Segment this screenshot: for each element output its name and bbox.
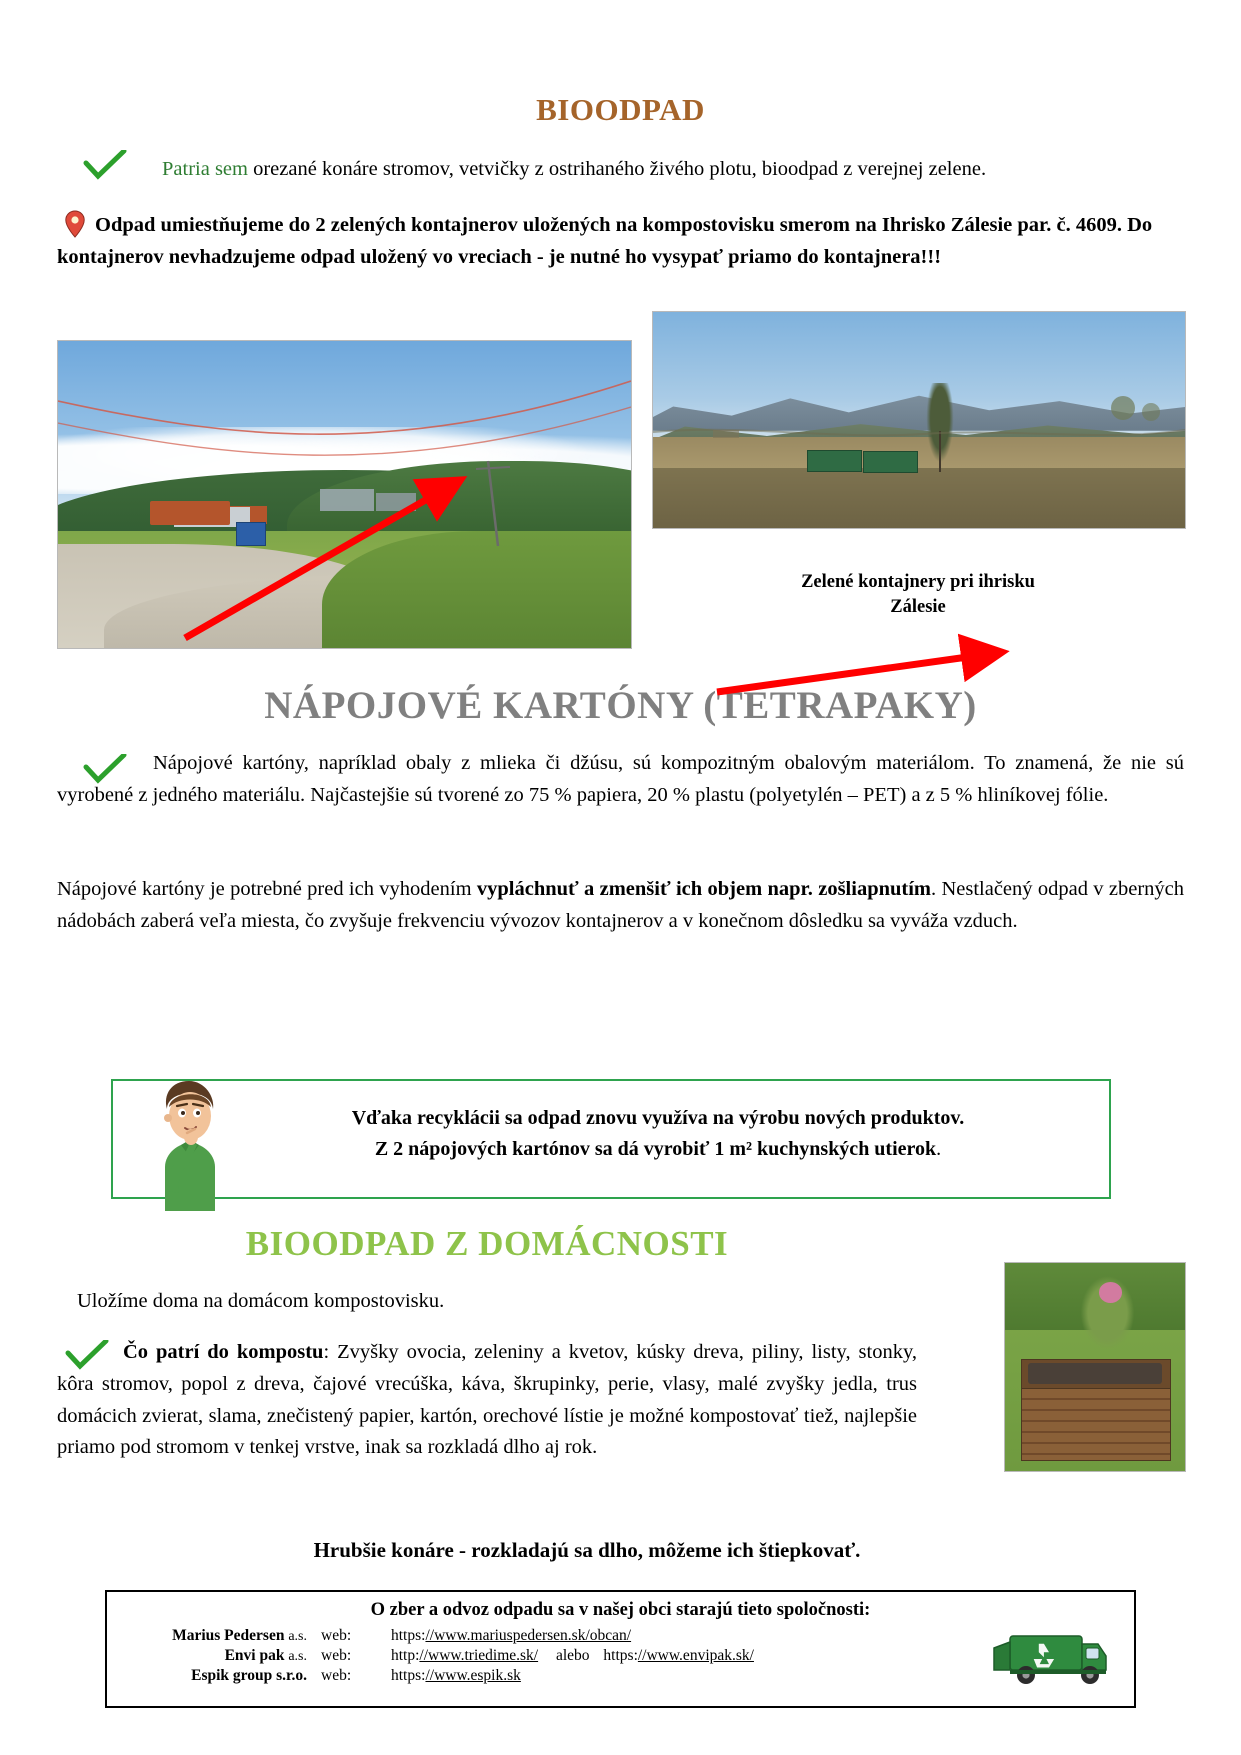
thinking-person-icon <box>139 1071 239 1211</box>
domacnost-list-rest: : Zvyšky ovocia, zeleniny a kvetov, kúsky dreva, piliny, listy, stonky, kôra stromov, popol z dreva, čajové vrecúška, káva, škrupinky, perie, vlasy, malé zvyšky jedla, trus domácich zvierat, slama, znečistený papier, kartón, orechové lístie je možné kompostovať tiež, najlepšie priamo pod stromom v tenkej vrstve, inak sa rozkladá dlho aj rok. <box>57 1341 918 1459</box>
bioodpad-intro-paragraph <box>57 154 1184 186</box>
photo-home-composter <box>1004 1262 1186 1472</box>
web-label: web: <box>321 1627 352 1644</box>
caption-line-2: Zálesie <box>890 596 946 617</box>
domacnost-paragraph-1 <box>57 1286 917 1318</box>
bioodpad-notice-text <box>57 210 1184 274</box>
domacnost-closing-line: Hrubšie konáre - rozkladajú sa dlho, môžeme ich štiepkovať. <box>313 1538 861 1562</box>
company-name <box>107 1627 321 1645</box>
caption-line-1: Zelené kontajnery pri ihrisku <box>801 572 1035 592</box>
company-url[interactable] <box>391 1647 754 1665</box>
url-link[interactable]: //www.triedime.sk/ <box>419 1647 539 1664</box>
url-prefix: http: <box>391 1647 420 1664</box>
photo-road-to-compost <box>57 340 632 649</box>
photo-green-containers <box>652 311 1186 529</box>
url-prefix-2: https: <box>603 1647 638 1664</box>
recycling-truck-icon <box>980 1618 1112 1692</box>
company-name <box>107 1647 321 1665</box>
tetrapaky-paragraph-2 <box>57 874 1184 938</box>
company-name <box>107 1667 321 1685</box>
domacnost-para1-block <box>57 1286 917 1318</box>
check-mark-icon <box>65 1340 109 1370</box>
company-name-value: Espik group s.r.o. <box>191 1667 307 1684</box>
domacnost-compost-list <box>57 1337 917 1464</box>
tetrapaky-para1-block <box>57 748 1184 812</box>
footer-companies-box <box>105 1590 1136 1708</box>
tip-line-2-bold: Z 2 nápojových kartónov sa dá vyrobiť 1 m² kuchynských utierok <box>374 1138 937 1160</box>
domacnost-list-lead: Čo patrí do kompostu <box>123 1341 324 1363</box>
domacnost-paragraph-1-value: Uložíme doma na domácom kompostovisku. <box>77 1290 445 1312</box>
page-title-tetrapaky: NÁPOJOVÉ KARTÓNY (TETRAPAKY) <box>264 684 977 727</box>
check-mark-icon <box>83 150 127 180</box>
bioodpad-notice-block <box>57 210 1184 274</box>
web-label: web: <box>321 1667 352 1684</box>
tip-line-2 <box>233 1134 1083 1165</box>
web-label: web: <box>321 1647 352 1664</box>
tetrapaky-paragraph-1-value: Nápojové kartóny, napríklad obaly z mlieka či džúsu, sú kompozitným obalovým materiálom. To znamená, že nie sú vyrobené z jedného materiálu. Najčastejšie sú tvorené zo 75 % papiera, 20 % plastu (polyetylén – PET) a z 5 % hliníkovej fólie. <box>57 752 1184 806</box>
photo-caption-containers <box>652 570 1184 620</box>
company-suffix: a.s. <box>288 1649 307 1664</box>
tetrapaky-para2-block <box>57 874 1184 938</box>
domacnost-list-block <box>57 1337 917 1464</box>
tetrapaky-paragraph-1 <box>57 748 1184 812</box>
bioodpad-notice-value: Odpad umiestňujeme do 2 zelených kontajnerov uložených na kompostovisku smerom na Ihrisko Zálesie par. č. 4609. Do kontajnerov nevhadzujeme odpad uložený vo vreciach - je nutné ho vysypať priamo do kontajnera!!! <box>57 213 1153 268</box>
tetrapaky-paragraph-2c: . Nestlačený odpad v zberných nádobách zaberá veľa miesta, čo zvyšuje frekvenciu vývozov kontajnerov a v konečnom dôsledku sa vyváža vzduch. <box>57 878 1184 932</box>
company-url[interactable] <box>391 1627 631 1645</box>
recycling-tip-text <box>233 1103 1083 1165</box>
url-link[interactable]: //www.mariuspedersen.sk/obcan/ <box>425 1627 632 1644</box>
tip-line-1: Vďaka recyklácii sa odpad znovu využíva na výrobu nových produktov. <box>351 1107 965 1129</box>
company-name-value: Envi pak <box>224 1647 285 1664</box>
bioodpad-intro-rest: orezané konáre stromov, vetvičky z ostrihaného živého plotu, bioodpad z verejnej zelene. <box>247 158 987 180</box>
document-content <box>57 0 1184 1684</box>
page-title-domacnost: BIOODPAD Z DOMÁCNOSTI <box>245 1224 729 1263</box>
bioodpad-intro-lead: Patria sem <box>162 158 248 180</box>
footer-title: O zber a odvoz odpadu sa v našej obci starajú tieto spoločnosti: <box>370 1600 871 1620</box>
map-pin-icon <box>63 210 87 238</box>
check-mark-icon <box>83 754 127 784</box>
url-link[interactable]: //www.espik.sk <box>425 1667 521 1684</box>
tip-line-2-tail: . <box>936 1138 942 1160</box>
url-link-2[interactable]: //www.envipak.sk/ <box>637 1647 754 1664</box>
recycling-tip-box <box>111 1079 1111 1199</box>
tetrapaky-paragraph-2b: vypláchnuť a zmenšiť ich objem napr. zošliapnutím <box>476 878 931 900</box>
page-title-bioodpad: BIOODPAD <box>536 92 705 127</box>
company-url[interactable] <box>391 1667 521 1685</box>
url-prefix: https: <box>391 1667 426 1684</box>
bioodpad-intro-block <box>57 154 1184 186</box>
company-name-value: Marius Pedersen <box>172 1627 285 1644</box>
url-alt-label: alebo <box>555 1647 590 1664</box>
url-prefix: https: <box>391 1627 426 1644</box>
company-suffix: a.s. <box>288 1629 307 1644</box>
tetrapaky-paragraph-2a: Nápojové kartóny je potrebné pred ich vyhodením <box>57 878 477 900</box>
